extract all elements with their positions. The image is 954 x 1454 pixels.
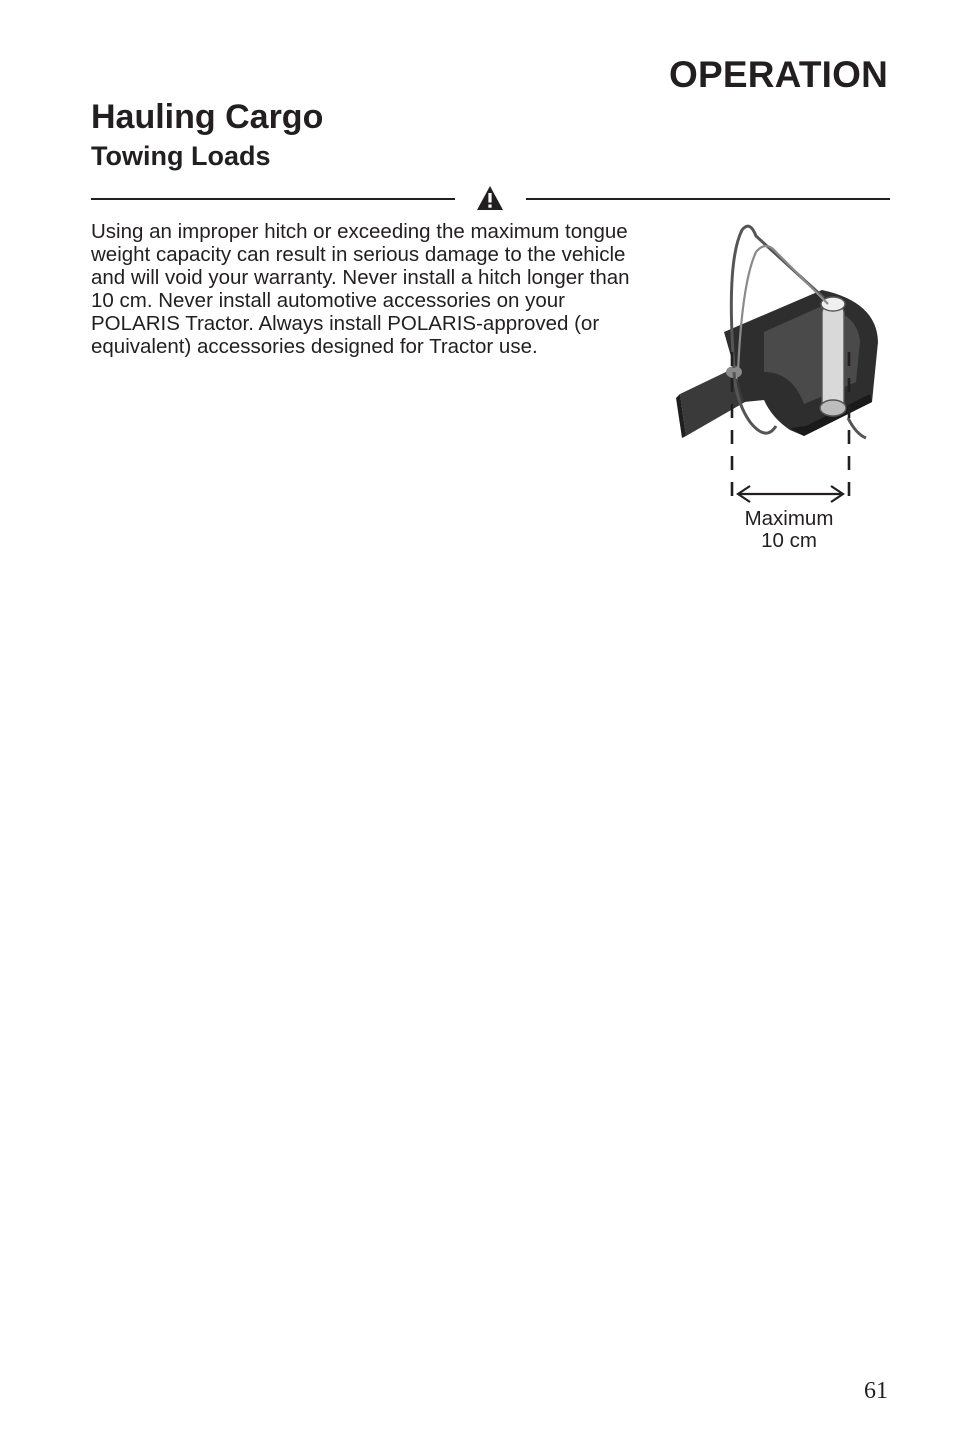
page-subtitle: Towing Loads [91,141,271,171]
caption-line-2: 10 cm [761,529,817,552]
section-header: OPERATION [668,54,888,95]
warning-triangle-icon [476,185,504,211]
warning-rule-right [526,198,890,200]
figure-caption [672,508,906,552]
page-title: Hauling Cargo [91,98,324,136]
hitch-figure [672,222,890,562]
page-number: 61 [864,1378,888,1404]
warning-text: Using an improper hitch or exceeding the maximum tongue weight capacity can result in serious damage to the vehicle and will void your warranty. Never install a hitch longer than 10 cm. Never install automotive accessories on your POLARIS Tractor. Always install POLARIS-approved (or equivalent) accessories designed for Tractor use. [91,220,630,358]
hitch-illustration [672,222,890,508]
caption-line-1: Maximum [744,507,834,530]
warning-divider [91,184,890,214]
warning-rule-left [91,198,455,200]
